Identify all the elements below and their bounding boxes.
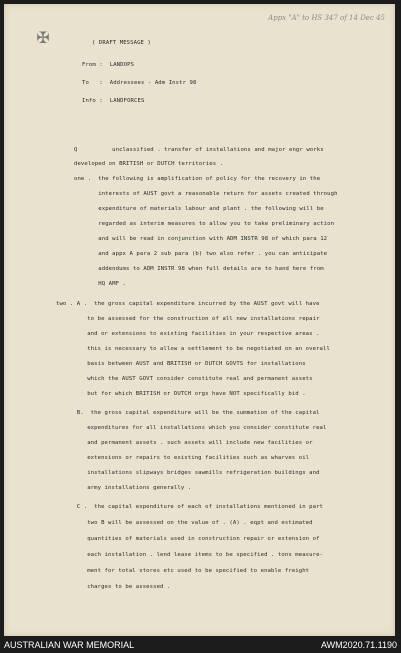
body-line: to be assessed for the construction of all new installations repair [56, 316, 320, 322]
body-line: expenditure of materials labour and plant . the following will be [74, 206, 324, 212]
body-line: and will be read in conjunction with ADM INSTR 98 of which para 12 [74, 236, 328, 242]
body-line: charges to be assessed . [56, 584, 171, 590]
body-line: B. the gross capital expenditure will be the summation of the capital [56, 410, 320, 416]
body-line: expenditures for all installations which you consider constitute real [56, 425, 327, 431]
body-line: quantities of materials used in construction repair or extension of [56, 536, 320, 542]
body-line: one . the following is amplification of policy for the recovery in the [74, 176, 321, 182]
filing-mark-icon: ✠ [36, 28, 50, 47]
body-line: HQ AMF . [74, 281, 127, 287]
header-info: Info : LANDFORCES [82, 98, 145, 104]
footer-collection-name: AUSTRALIAN WAR MEMORIAL [4, 640, 135, 650]
body-line: but for which BRITISH or DUTCH orgs have NOT specifically bid . [56, 391, 306, 397]
body-line: interests of AUST govt a reasonable return for assets created through [74, 191, 338, 197]
body-line: and appx A para 2 sub para (b) two also refer . you can anticipate [74, 251, 328, 257]
body-line: C . the capital expenditure of each of installations mentioned in part [56, 504, 324, 510]
body-line: regarded as interim measures to allow you to take preliminary action [74, 221, 335, 227]
body-line: basis between AUST and BRITISH or DUTCH GOVTS for installations [56, 361, 306, 367]
handwritten-reference-note: Appx "A" to HS 347 of 14 Dec 45 [268, 14, 385, 22]
body-line: developed on BRITISH or DUTCH territories . [74, 161, 224, 167]
body-line: two B will be assessed on the value of . (A) . eqpt and estimated [56, 520, 313, 526]
body-line: extensions or repairs to existing facilities such as wharves oil [56, 455, 310, 461]
body-line: which the AUST GOVT consider constitute real and permanent assets [56, 376, 313, 382]
body-line: and permanent assets . such assets will include new facilities or [56, 440, 313, 446]
body-line: this is necessary to allow a settlement to be negotiated on an overall [56, 346, 330, 352]
document-page [4, 4, 395, 636]
body-line: army installations generally . [56, 485, 192, 491]
footer-accession-number: AWM2020.71.1190 [320, 640, 397, 650]
header-to: To : Addressees - Adm Instr 98 [82, 80, 197, 86]
body-line: each installation . lend lease items to be specified . tons measure- [56, 552, 324, 558]
body-line: Q unclassified . transfer of installations and major engr works [74, 147, 324, 153]
header-from: From : LANDOPS [82, 62, 135, 68]
body-line: addendums to ADM INSTR 98 when full details are to hand here from [74, 266, 324, 272]
body-line: two . A . the gross capital expenditure incurred by the AUST govt will have [56, 301, 320, 307]
body-line: and or extensions to existing facilities in your respective areas . [56, 331, 320, 337]
draft-message-label: ( DRAFT MESSAGE ) [92, 40, 151, 46]
body-line: ment for total stores etc used to be specified to enable freight [56, 568, 310, 574]
body-line: installations slipways bridges sawmills refrigeration buildings and [56, 470, 320, 476]
